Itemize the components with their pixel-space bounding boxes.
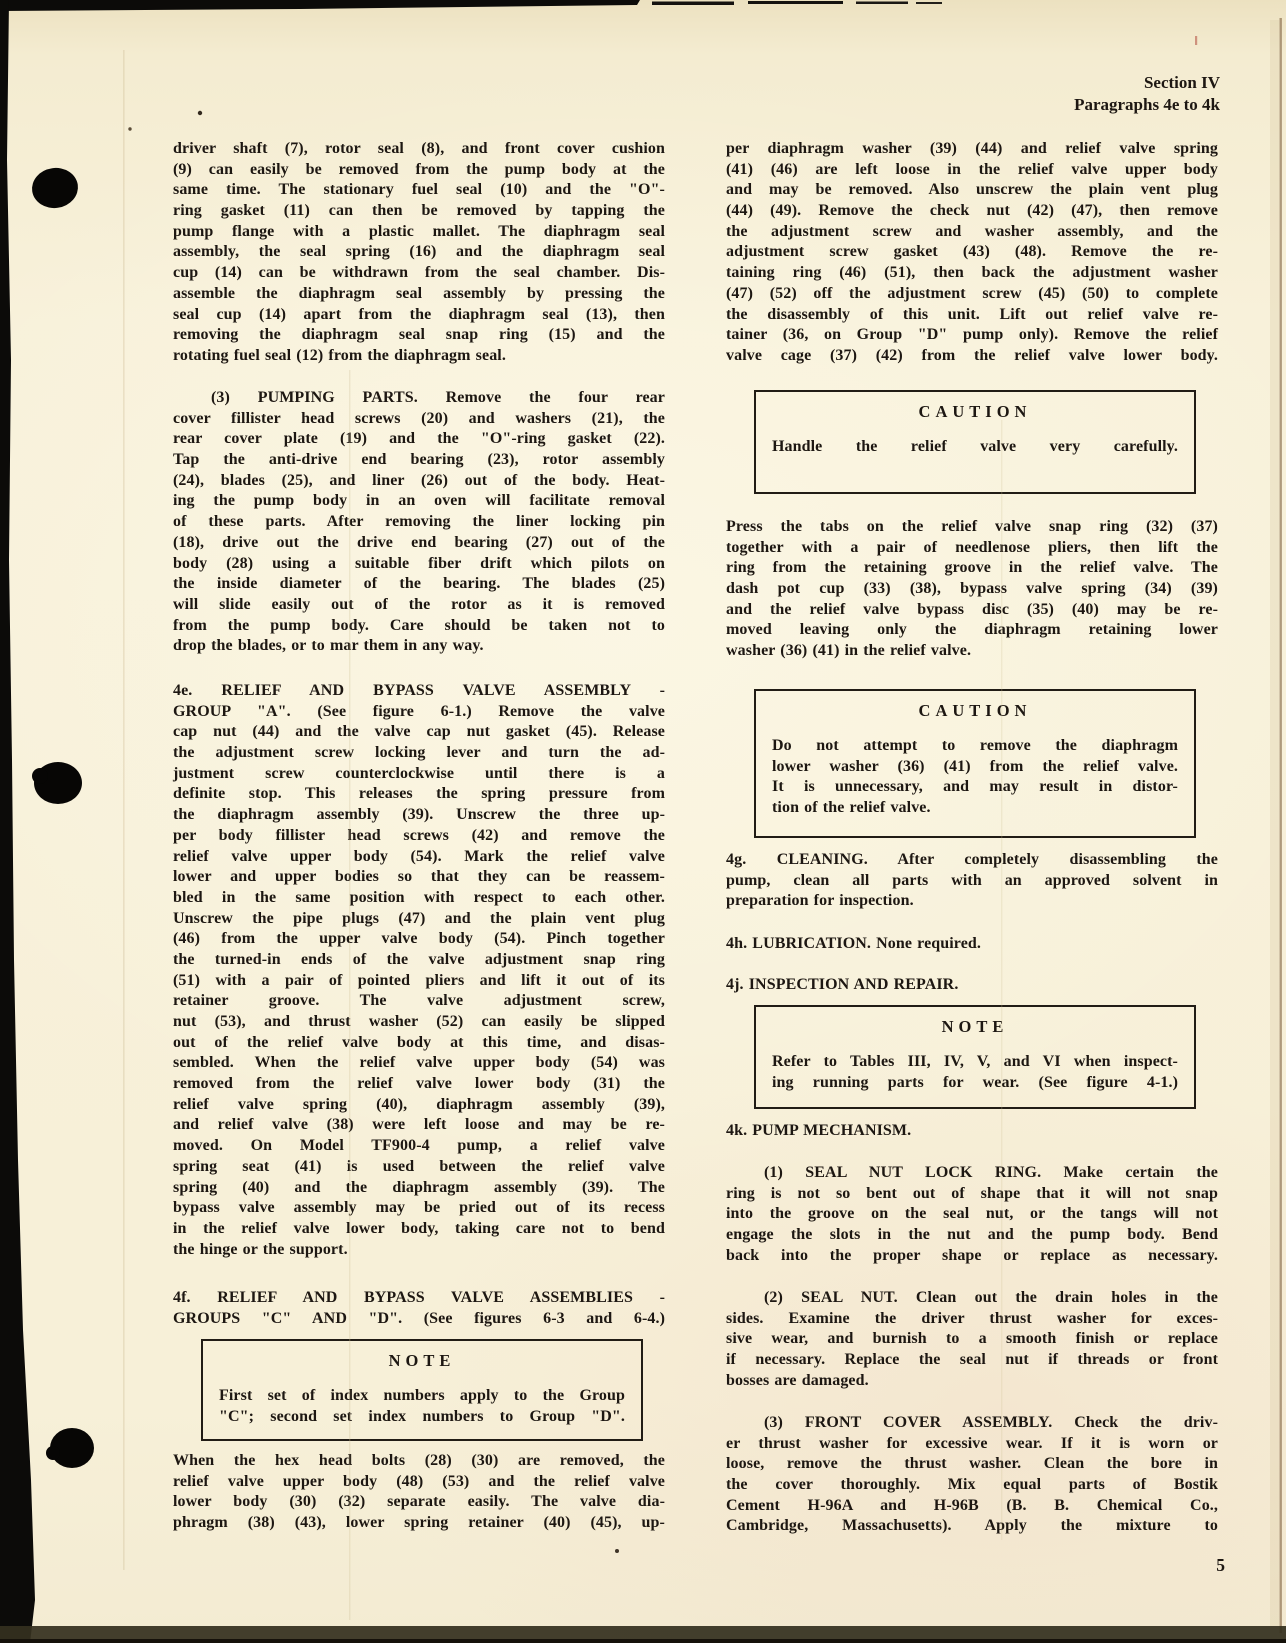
text-line: 4e. RELIEF AND BYPASS VALVE ASSEMBLY - [173, 682, 665, 699]
text-line: (3) PUMPING PARTS. Remove the four rear [211, 389, 665, 406]
text-line: (9) can easily be removed from the pump body at the [173, 160, 665, 178]
text-line: back into the proper shape or replace as necessary. [726, 1246, 1218, 1264]
text-line: together with a pair of needlenose pliers, then lift the [726, 538, 1218, 556]
text-line: (51) with a pair of pointed pliers and lift it out of its [173, 971, 665, 989]
text-line: and may be removed. Also unscrew the plain vent plug [726, 181, 1218, 199]
text-line: sive wear, and burnish to a smooth finish or replace [726, 1330, 1218, 1348]
text-line: in the relief valve lower body, taking care not to bend [173, 1219, 665, 1237]
page-edge-left [0, 0, 35, 1643]
text-line: ring from the retaining groove in the relief valve. The [726, 559, 1218, 577]
paragraph [173, 388, 665, 657]
text-line: Refer to Tables III, IV, V, and VI when inspect- [772, 1053, 1178, 1070]
text-line: the adjustment screw and washer assembly, and the [726, 222, 1218, 240]
text-line: drop the blades, or to mar them in any way. [173, 637, 484, 655]
text-line: into the groove on the seal nut, or the tangs will not [726, 1205, 1218, 1223]
text-line: tion of the relief valve. [772, 799, 931, 817]
text-line: First set of index numbers apply to the Group [219, 1387, 625, 1404]
page-edge-right [1280, 18, 1282, 1633]
paragraph-range: Paragraphs 4e to 4k [1074, 94, 1220, 114]
text-line: pump, clean all parts with an approved solvent in [726, 871, 1218, 889]
text-line: (2) SEAL NUT. Clean out the drain holes in the [764, 1289, 1218, 1306]
text-line: driver shaft (7), rotor seal (8), and front cover cushion [173, 140, 665, 157]
text-line: GROUP "A". (See figure 6-1.) Remove the valve [173, 702, 665, 720]
text-line: justment screw counterclockwise until there is a [173, 764, 665, 782]
text-line: out of the relief valve body at this time, and disas- [173, 1033, 665, 1051]
text-line: the inside diameter of the bearing. The blades (25) [173, 575, 665, 593]
text-line: (44) (49). Remove the check nut (42) (47), then remove [726, 202, 1218, 220]
page-edge-right-shade [1270, 20, 1279, 1630]
text-line: loose, remove the thrust washer. Clean the bore in [726, 1455, 1218, 1473]
text-line: washer (36) (41) in the relief valve. [726, 642, 972, 660]
text-line: lower and upper bodies so that they can be reassem- [173, 868, 665, 886]
text-line: and relief valve (38) were left loose and may be re- [173, 1116, 665, 1134]
paragraph [726, 1163, 1218, 1266]
text-line: (18), drive out the drive end bearing (27) out of the [173, 533, 665, 551]
paragraph [173, 1288, 665, 1329]
paragraph [726, 934, 1218, 955]
text-line: Handle the relief valve very carefully. [772, 438, 1178, 455]
text-line: (3) FRONT COVER ASSEMBLY. Check the driv- [764, 1414, 1218, 1431]
caution-box [726, 689, 1218, 838]
paragraph [726, 139, 1218, 367]
text-line: per diaphragm washer (39) (44) and relief valve spring [726, 140, 1218, 157]
note-box [173, 1339, 665, 1441]
text-line: ing running parts for wear. (See figure 4-1.) [772, 1073, 1178, 1091]
text-line: bypass valve assembly may be pried out of its recess [173, 1199, 665, 1217]
text-line: the turned-in ends of the valve adjustment snap ring [173, 950, 665, 968]
text-line: and the relief valve bypass disc (35) (40) may be re- [726, 600, 1218, 618]
text-line: spring (40) and the diaphragm assembly (39). The [173, 1178, 665, 1196]
note-box-frame [754, 1005, 1196, 1109]
text-line: per body fillister head screws (42) and remove the [173, 826, 665, 844]
text-line: 4h. LUBRICATION. None required. [726, 935, 982, 952]
note-box [726, 1005, 1218, 1109]
text-line: Tap the anti-drive end bearing (23), rotor assembly [173, 451, 665, 469]
text-line: phragm (38) (43), lower spring retainer (40) (45), up- [173, 1514, 665, 1532]
text-line: assembly, the seal spring (16) and the diaphragm seal [173, 243, 665, 261]
text-line: rear cover plate (19) and the "O"-ring gasket (22). [173, 430, 665, 448]
note-box-frame [201, 1339, 643, 1441]
page-number: 5 [1216, 1555, 1225, 1575]
paragraph [173, 139, 665, 367]
text-line: retainer groove. The valve adjustment screw, [173, 992, 665, 1010]
right-column [726, 0, 1218, 1643]
text-line: preparation for inspection. [726, 892, 914, 910]
paragraph [726, 1121, 1218, 1142]
text-line: ing the pump body in an oven will facilitate removal [173, 492, 665, 510]
text-line: cup (14) can be withdrawn from the seal chamber. Dis- [173, 264, 665, 282]
paragraph [726, 850, 1218, 912]
text-line: assemble the diaphragm seal assembly by pressing the [173, 284, 665, 302]
note-box-title: NOTE [941, 1017, 1009, 1036]
text-line: relief valve spring (40), diaphragm assembly (39), [173, 1095, 665, 1113]
paragraph [173, 1451, 665, 1534]
text-line: sembled. When the relief valve upper body (54) was [173, 1054, 665, 1072]
text-line: cap nut (44) and the valve cap nut gasket (45). Release [173, 723, 665, 741]
text-line: (41) (46) are left loose in the relief valve upper body [726, 160, 1218, 178]
paragraph [173, 681, 665, 1260]
text-line: will slide easily out of the rotor as it is removed [173, 595, 665, 613]
punch-hole [29, 165, 80, 211]
text-line: the disassembly of this unit. Lift out relief valve re- [726, 305, 1218, 323]
paragraph [726, 975, 1218, 996]
text-line: (1) SEAL NUT LOCK RING. Make certain the [764, 1164, 1218, 1181]
text-line: valve cage (37) (42) from the relief valve lower body. [726, 346, 1218, 364]
text-line: adjustment screw gasket (43) (48). Remove the re- [726, 243, 1218, 261]
punch-hole [32, 762, 82, 804]
caution-box-title: CAUTION [918, 402, 1032, 421]
text-line: relief valve upper body (48) (53) and the relief valve [173, 1472, 665, 1490]
text-line: Do not attempt to remove the diaphragm [772, 737, 1178, 754]
text-line: GROUPS "C" AND "D". (See figures 6-3 and 6-4.) [173, 1309, 665, 1327]
text-line: pump flange with a plastic mallet. The diaphragm seal [173, 222, 665, 240]
text-line: lower washer (36) (41) from the relief valve. [772, 757, 1178, 775]
text-line: dash pot cup (33) (38), bypass valve spring (34) (39) [726, 580, 1218, 598]
text-line: engage the slots in the nut and the pump body. Bend [726, 1226, 1218, 1244]
text-line: 4k. PUMP MECHANISM. [726, 1122, 912, 1139]
note-box-title: NOTE [388, 1351, 456, 1370]
text-line: It is unnecessary, and may result in distor- [772, 778, 1178, 796]
caution-box [726, 390, 1218, 494]
section-title: Section IV [1143, 73, 1220, 92]
text-line: of these parts. After removing the liner locking pin [173, 513, 665, 531]
text-line: rotating fuel seal (12) from the diaphragm seal. [173, 346, 506, 364]
text-line: spring seat (41) is used between the relief valve [173, 1157, 665, 1175]
text-line: (46) from the upper valve body (54). Pinch together [173, 930, 665, 948]
text-line: taining ring (46) (51), then back the adjustment washer [726, 264, 1218, 282]
text-line: moved. On Model TF900-4 pump, a relief valve [173, 1137, 665, 1155]
text-line: ring is not so bent out of shape that it will not snap [726, 1184, 1218, 1202]
text-line: the cover thoroughly. Mix equal parts of Bostik [726, 1476, 1218, 1494]
ink-speck [128, 127, 131, 130]
punch-hole [46, 1428, 94, 1468]
caution-box-frame [754, 390, 1196, 494]
text-line: Unscrew the pipe plugs (47) and the plain vent plug [173, 909, 665, 927]
text-line: if necessary. Replace the seal nut if threads or front [726, 1351, 1218, 1369]
text-line: removed from the relief valve lower body (31) the [173, 1075, 665, 1093]
text-line: the diaphragm assembly (39). Unscrew the three up- [173, 806, 665, 824]
text-line: bled in the same position with respect to each other. [173, 888, 665, 906]
text-line: 4g. CLEANING. After completely disassembling the [726, 851, 1218, 868]
text-line: (24), blades (25), and liner (26) out of the body. Heat- [173, 471, 665, 489]
paragraph [726, 1413, 1218, 1537]
text-line: bosses are damaged. [726, 1371, 869, 1389]
text-line: definite stop. This releases the spring pressure from [173, 785, 665, 803]
text-line: "C"; second set index numbers to Group "D". [219, 1407, 625, 1425]
text-line: the hinge or the support. [173, 1240, 348, 1258]
text-line: from the pump body. Care should be taken not to [173, 616, 665, 634]
caution-box-title: CAUTION [918, 701, 1032, 720]
text-line: relief valve upper body (54). Mark the relief valve [173, 847, 665, 865]
text-line: (47) (52) off the adjustment screw (45) (50) to complete [726, 284, 1218, 302]
text-line: tainer (36, on Group "D" pump only). Remove the relief [726, 326, 1218, 344]
text-line: seal cup (14) apart from the diaphragm seal (13), then [173, 305, 665, 323]
paper-crease [123, 50, 125, 1570]
paragraph [726, 1288, 1218, 1391]
text-line: Press the tabs on the relief valve snap ring (32) (37) [726, 518, 1218, 535]
text-line: er thrust washer for excessive wear. If it is worn or [726, 1434, 1218, 1452]
text-line: the adjustment screw locking lever and turn the ad- [173, 744, 665, 762]
text-line: same time. The stationary fuel seal (10) and the "O"- [173, 181, 665, 199]
text-line: ring gasket (11) can then be removed by tapping the [173, 202, 665, 220]
caution-box-frame [754, 689, 1196, 838]
text-line: When the hex head bolts (28) (30) are removed, the [173, 1452, 665, 1469]
paragraph [726, 517, 1218, 662]
text-line: body (28) using a suitable fiber drift which pilots on [173, 554, 665, 572]
text-line: cover fillister head screws (20) and washers (21), the [173, 409, 665, 427]
text-line: Cambridge, Massachusetts). Apply the mixture to [726, 1517, 1218, 1535]
text-line: sides. Examine the driver thrust washer for exces- [726, 1309, 1218, 1327]
text-line: removing the diaphragm seal snap ring (15) and the [173, 326, 665, 344]
text-line: nut (53), and thrust washer (52) can easily be slipped [173, 1013, 665, 1030]
text-line: lower body (30) (32) separate easily. The valve dia- [173, 1493, 665, 1511]
text-line: 4f. RELIEF AND BYPASS VALVE ASSEMBLIES - [173, 1289, 665, 1306]
text-line: Cement H-96A and H-96B (B. B. Chemical Co., [726, 1496, 1218, 1514]
text-line: moved leaving only the diaphragm retaining lower [726, 621, 1218, 639]
text-line: 4j. INSPECTION AND REPAIR. [726, 976, 959, 993]
left-column [173, 0, 665, 1643]
